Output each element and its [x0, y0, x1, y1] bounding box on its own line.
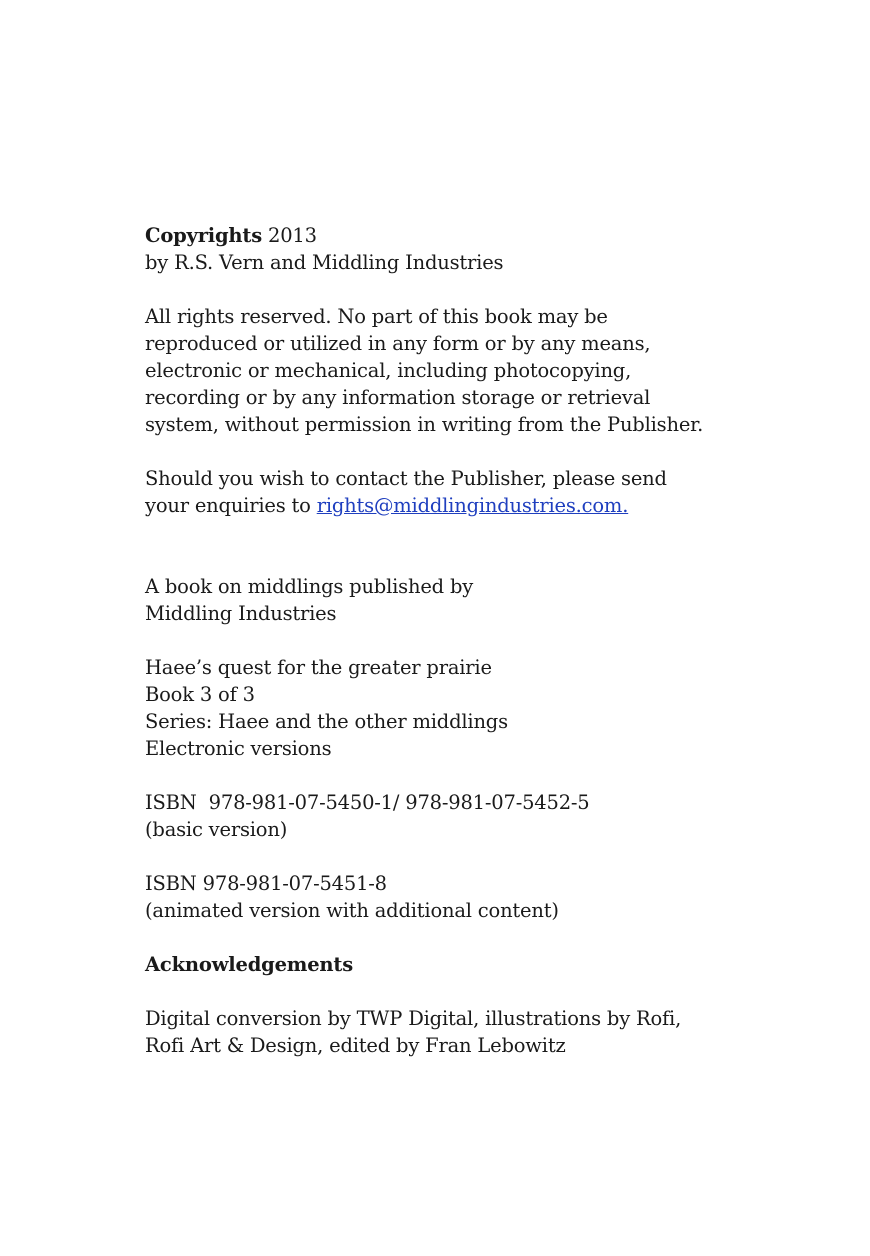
acknowledgements-line: Rofi Art & Design, edited by Fran Lebowitz [145, 1034, 566, 1057]
rights-paragraph [145, 303, 845, 438]
copyright-line [145, 222, 845, 249]
book-series: Series: Haee and the other middlings [145, 710, 508, 733]
rights-line: reproduced or utilized in any form or by any means, [145, 332, 651, 355]
isbn-animated-number: ISBN 978-981-07-5451-8 [145, 872, 387, 895]
contact-prefix: your enquiries to [145, 494, 311, 517]
isbn-animated-paragraph [145, 870, 845, 924]
publisher-line: A book on middlings published by [145, 575, 474, 598]
rights-line: recording or by any information storage or retrieval [145, 386, 651, 409]
publisher-line: Middling Industries [145, 602, 337, 625]
book-info-paragraph [145, 654, 845, 762]
rights-line: All rights reserved. No part of this book may be [145, 305, 608, 328]
copyright-by-line: by R.S. Vern and Middling Industries [145, 251, 504, 274]
contact-line-email [145, 492, 845, 519]
copyright-year: 2013 [267, 224, 317, 247]
rights-line: system, without permission in writing from the Publisher. [145, 413, 704, 436]
publisher-paragraph [145, 573, 845, 627]
acknowledgements-heading: Acknowledgements [145, 953, 353, 976]
isbn-basic-note: (basic version) [145, 818, 288, 841]
isbn-animated-note: (animated version with additional content) [145, 899, 559, 922]
email-link[interactable]: rights@middlingindustries.com. [316, 494, 629, 517]
book-format: Electronic versions [145, 737, 332, 760]
acknowledgements-paragraph [145, 1005, 845, 1059]
rights-line: electronic or mechanical, including photocopying, [145, 359, 632, 382]
book-title: Haee’s quest for the greater prairie [145, 656, 492, 679]
book-number: Book 3 of 3 [145, 683, 255, 706]
copyright-label: Copyrights [145, 224, 262, 247]
copyright-page [145, 222, 845, 1059]
isbn-basic-number: ISBN 978-981-07-5450-1/ 978-981-07-5452-5 [145, 791, 590, 814]
contact-line: Should you wish to contact the Publisher, please send [145, 467, 667, 490]
acknowledgements-line: Digital conversion by TWP Digital, illustrations by Rofi, [145, 1007, 682, 1030]
contact-paragraph [145, 465, 845, 519]
isbn-basic-paragraph [145, 789, 845, 843]
